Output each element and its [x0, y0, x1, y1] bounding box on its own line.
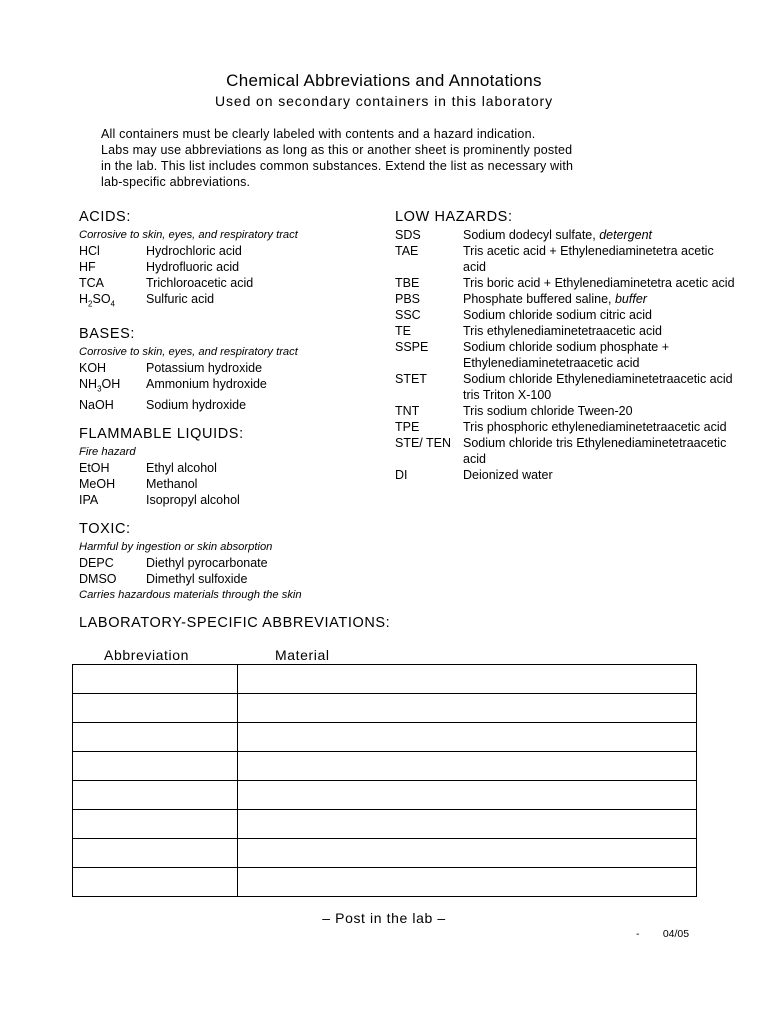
abbr: IPA: [79, 493, 99, 507]
chemical-name: Phosphate buffered saline, buffer: [463, 292, 647, 306]
chemical-name: Sodium hydroxide: [146, 398, 247, 412]
abbreviation-cell[interactable]: [73, 868, 238, 897]
table-row: [73, 752, 697, 781]
chemical-name: Potassium hydroxide: [146, 360, 263, 375]
acids-heading: ACIDS:: [79, 209, 131, 225]
chemical-name: Trichloroacetic acid: [146, 276, 254, 290]
abbr: SSC: [395, 308, 421, 322]
usage-note: buffer: [614, 292, 647, 306]
table-row: [73, 839, 697, 868]
abbreviation-cell[interactable]: [73, 781, 238, 810]
abbr: SSPE: [395, 340, 429, 354]
abbr: MeOH: [79, 477, 116, 491]
flammable-note: Fire hazard: [79, 446, 136, 458]
abbr: SDS: [395, 228, 421, 242]
abbr: TNT: [395, 404, 420, 418]
intro-paragraph: [101, 126, 641, 190]
list-item: [395, 323, 735, 339]
list-item: [79, 571, 369, 587]
list-item: [79, 360, 369, 376]
abbr: HCl: [79, 244, 100, 258]
toxic-footnote: Carries hazardous materials through the skin: [79, 589, 302, 601]
list-item: [79, 291, 369, 313]
chemical-name: Sodium dodecyl sulfate, detergent: [463, 228, 653, 242]
chemical-name: Ethyl alcohol: [146, 461, 217, 475]
usage-note: detergent: [599, 228, 653, 242]
abbr: STET: [395, 372, 427, 386]
intro-line: lab-specific abbreviations.: [101, 175, 251, 189]
hazard-column-right: [395, 207, 735, 483]
list-item: [395, 275, 735, 291]
chemical-name: Tris sodium chloride Tween-20: [463, 404, 633, 418]
chemical-name: Tris ethylenediaminetetraacetic acid: [463, 324, 662, 338]
chemical-name: Isopropyl alcohol: [146, 493, 240, 507]
intro-line: Labs may use abbreviations as long as this or another sheet is prominently posted: [101, 143, 573, 157]
list-item: [79, 476, 369, 492]
lab-specific-heading: LABORATORY-SPECIFIC ABBREVIATIONS:: [79, 615, 391, 631]
chemical-name: Tris phosphoric ethylenediaminetetraacetic acid: [463, 420, 727, 434]
bases-heading: BASES:: [79, 325, 135, 342]
chemical-name: Deionized water: [463, 468, 553, 482]
abbr: TPE: [395, 420, 420, 434]
intro-line: All containers must be clearly labeled with contents and a hazard indication.: [101, 127, 536, 141]
intro-line: in the lab. This list includes common substances. Extend the list as necessary with: [101, 159, 574, 173]
chemical-name: Sodium chloride sodium citric acid: [463, 308, 652, 322]
abbr: TE: [395, 324, 411, 338]
lab-specific-table: [72, 664, 697, 897]
material-cell[interactable]: [238, 839, 697, 868]
chemical-name: Diethyl pyrocarbonate: [146, 556, 268, 570]
abbreviation-cell[interactable]: [73, 839, 238, 868]
chemical-name: Hydrochloric acid: [146, 244, 242, 258]
abbr: TCA: [79, 276, 104, 290]
column-header-material: Material: [275, 647, 330, 663]
toxic-note: Harmful by ingestion or skin absorption: [79, 541, 273, 553]
chemical-name: Sodium chloride Ethylenediaminetetraacetic acid tris Triton X-100: [463, 372, 733, 402]
abbreviation-cell[interactable]: [73, 665, 238, 694]
table-row: [73, 694, 697, 723]
abbr: STE/ TEN: [395, 436, 452, 450]
list-item: [395, 371, 735, 403]
list-item: [79, 259, 369, 275]
flammable-heading: FLAMMABLE LIQUIDS:: [79, 426, 244, 442]
list-item: [79, 275, 369, 291]
table-row: [73, 781, 697, 810]
column-header-abbreviation: Abbreviation: [104, 647, 190, 663]
abbr: HF: [79, 260, 96, 274]
abbreviation-cell[interactable]: [73, 694, 238, 723]
abbr: EtOH: [79, 461, 110, 475]
acids-note: Corrosive to skin, eyes, and respiratory tract: [79, 229, 298, 241]
material-cell[interactable]: [238, 665, 697, 694]
material-cell[interactable]: [238, 781, 697, 810]
material-cell[interactable]: [238, 752, 697, 781]
table-row: [73, 810, 697, 839]
toxic-heading: TOXIC:: [79, 521, 131, 537]
list-item: [395, 227, 735, 243]
abbreviation-cell[interactable]: [73, 723, 238, 752]
abbr: TAE: [395, 244, 419, 258]
list-item: [395, 307, 735, 323]
table-row: [73, 868, 697, 897]
abbr: KOH: [79, 360, 107, 375]
abbr: $NH_3OH$: [79, 376, 121, 393]
list-item: [79, 460, 369, 476]
material-cell[interactable]: [238, 810, 697, 839]
abbr: DEPC: [79, 556, 114, 570]
material-cell[interactable]: [238, 868, 697, 897]
page-title: Chemical Abbreviations and Annotations: [226, 71, 542, 90]
abbr: $H_2SO_4$: [79, 292, 115, 309]
chemical-name: Sodium chloride tris Ethylenediaminetetraacetic acid: [463, 436, 727, 466]
chemical-name: Tris boric acid + Ethylenediaminetetra acetic acid: [463, 276, 735, 290]
table-row: [73, 665, 697, 694]
chemical-name: Hydrofluoric acid: [146, 260, 240, 274]
list-item: [395, 403, 735, 419]
hazard-column-left: [79, 207, 369, 603]
table-row: [73, 723, 697, 752]
chemical-name: Tris acetic acid + Ethylenediaminetetra acetic acid: [463, 244, 714, 274]
list-item: [395, 435, 735, 467]
list-item: [79, 492, 369, 508]
page-subtitle: Used on secondary containers in this laboratory: [214, 93, 553, 109]
list-item: [79, 243, 369, 259]
low-hazards-heading: LOW HAZARDS:: [395, 209, 513, 225]
bases-note: Corrosive to skin, eyes, and respiratory tract: [79, 345, 298, 358]
list-item: [395, 243, 735, 275]
chemical-name: Dimethyl sulfoxide: [146, 572, 248, 586]
post-in-lab-footer: – Post in the lab –: [322, 910, 446, 926]
list-item: [395, 467, 735, 483]
list-item: [79, 555, 369, 571]
material-cell[interactable]: [238, 723, 697, 752]
list-item: [79, 376, 369, 398]
revision-date: - 04/05: [636, 928, 690, 940]
chemical-name: Sulfuric acid: [146, 292, 215, 306]
abbr: PBS: [395, 292, 421, 306]
abbreviation-cell[interactable]: [73, 752, 238, 781]
abbreviation-cell[interactable]: [73, 810, 238, 839]
chemical-name: Ammonium hydroxide: [146, 376, 267, 391]
list-item: [395, 291, 735, 307]
abbr: NaOH: [79, 398, 114, 412]
list-item: [79, 397, 369, 413]
list-item: [395, 419, 735, 435]
chemical-name: Methanol: [146, 477, 198, 491]
list-item: [395, 339, 735, 371]
chemical-name: Sodium chloride sodium phosphate + Ethylenediaminetetraacetic acid: [463, 340, 670, 370]
abbr: TBE: [395, 276, 420, 290]
abbr: DI: [395, 468, 408, 482]
abbr: DMSO: [79, 572, 117, 586]
material-cell[interactable]: [238, 694, 697, 723]
